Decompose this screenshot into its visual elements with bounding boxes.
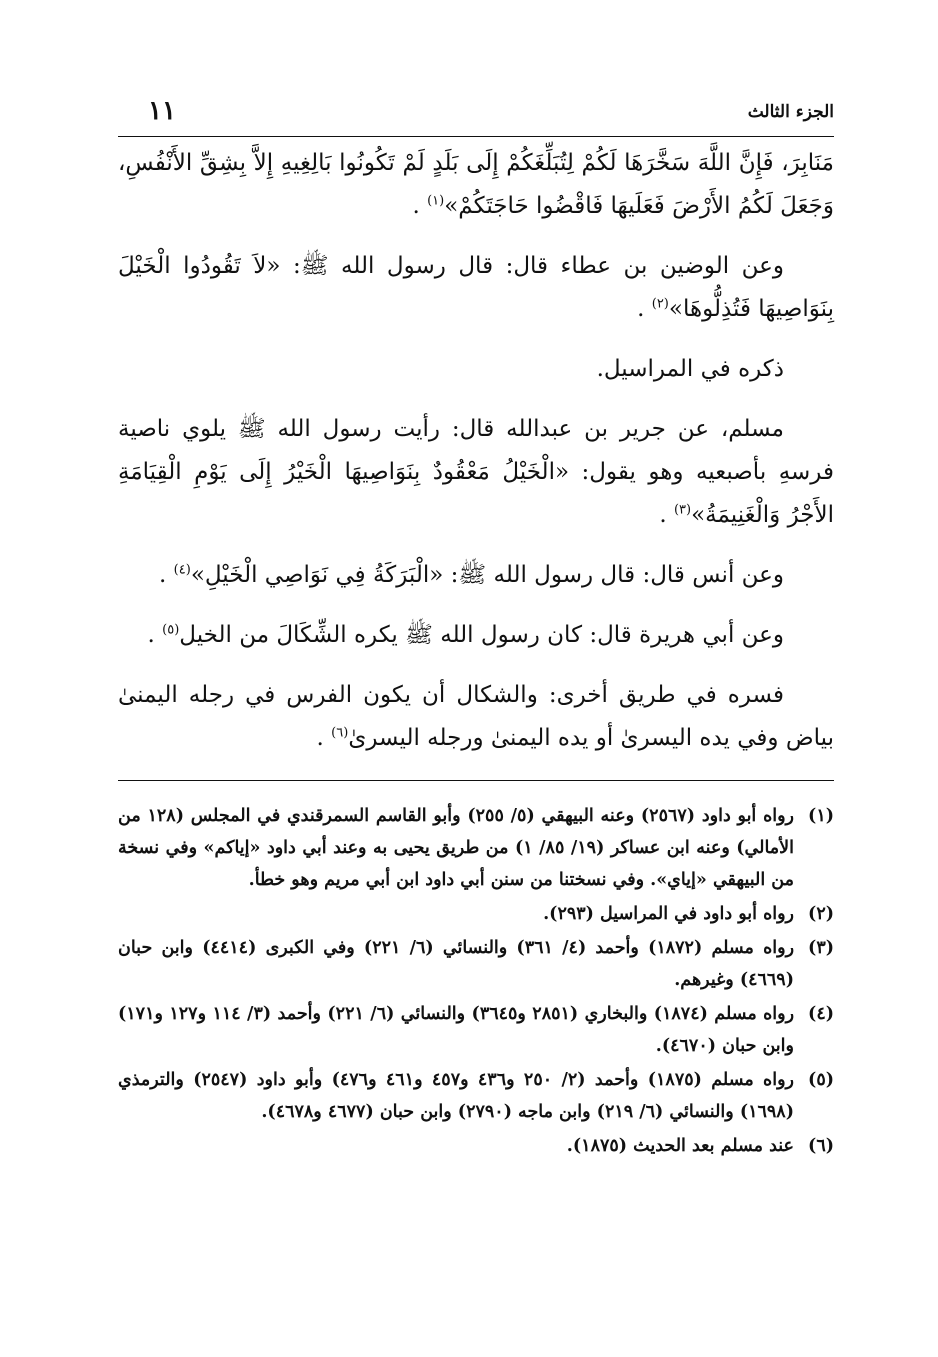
- footnote-number: (٤): [808, 1004, 834, 1024]
- footnote-5: [118, 1064, 834, 1128]
- footnote-number: (٣): [808, 938, 834, 958]
- page-number: ١١: [148, 96, 176, 126]
- paragraph-text: ذكره في المراسيل.: [596, 356, 784, 382]
- footnote-number: (٦): [808, 1136, 834, 1156]
- footnote-ref: (٤): [173, 562, 191, 578]
- footnote-ref: (٦): [331, 725, 349, 741]
- paragraph-2: [118, 245, 834, 331]
- page-header: [118, 96, 834, 137]
- footnote-4: [118, 998, 834, 1062]
- paragraph-end: .: [412, 193, 428, 219]
- footnote-ref: (١): [427, 193, 445, 209]
- footnote-text: رواه مسلم (١٨٧٥) وأحمد (٢/ ٢٥٠ و٤٣٦ و٤٥٧ و٤٦١ و٤٧٦) وأبو داود (٢٥٤٧) والترمذي (١٦٩٨) والنسائي (٦/ ٢١٩) وابن ماجه (٢٧٩٠) وابن حبان (٤٦٧٧ و٤٦٧٨).: [118, 1070, 794, 1122]
- footnote-3: [118, 932, 834, 996]
- footnote-ref: (٢): [651, 296, 669, 312]
- paragraph-end: .: [637, 296, 652, 322]
- footnote-ref: (٥): [162, 622, 180, 638]
- footnote-text: رواه مسلم (١٨٧٢) وأحمد (٤/ ٣٦١) والنسائي (٦/ ٢٢١) وفي الكبرى (٤٤١٤) وابن حبان (٤٦٦٩) وغيرهم.: [118, 938, 795, 990]
- paragraph-4: [118, 408, 834, 537]
- paragraph-end: .: [316, 725, 332, 751]
- footnote-text: رواه أبو داود في المراسيل (٢٩٣).: [543, 904, 794, 924]
- footnote-6: [118, 1130, 834, 1162]
- main-text: [118, 142, 834, 777]
- running-head: الجزء الثالث: [747, 102, 834, 122]
- paragraph-end: .: [159, 562, 174, 588]
- footnote-text: رواه مسلم (١٨٧٤) والبخاري (٢٨٥١ و٣٦٤٥) والنسائي (٦/ ٢٢١) وأحمد (٣/ ١١٤ و١٢٧ و١٧١) وابن حبان (٤٦٧٠).: [118, 1004, 795, 1056]
- paragraph-text: وعن أبي هريرة قال: كان رسول الله ﷺ يكره الشِّكَالَ من الخيل: [179, 622, 784, 648]
- paragraph-5: [118, 554, 834, 597]
- footnote-ref: (٣): [673, 502, 692, 518]
- paragraph-text: مسلم، عن جرير بن عبدالله قال: رأيت رسول الله ﷺ يلوي ناصية فرسهِ بأصبعيه وهو يقول: «الْخَيْلُ مَعْقُودٌ بِنَوَاصِيهَا الْخَيْرُ إِلَى يَوْمِ الْقِيَامَةِ الأَجْرُ وَالْغَنِيمَةُ»: [118, 416, 834, 528]
- footnote-1: [118, 800, 834, 896]
- paragraph-end: .: [659, 502, 674, 528]
- paragraph-text: فسره في طريق أخرى: والشكال أن يكون الفرس في رجله اليمنىٰ بياض وفي يده اليسرىٰ أو يده اليمنىٰ ورجله اليسرىٰ: [118, 682, 834, 751]
- paragraph-text: وعن الوضين بن عطاء قال: قال رسول الله ﷺ: «لاَ تَقُودُوا الْخَيْلَ بِنَوَاصِيهَا فَتُذِلُّوهَا»: [118, 253, 834, 322]
- footnote-number: (٥): [808, 1070, 834, 1090]
- paragraph-text: وعن أنس قال: قال رسول الله ﷺ: «الْبَرَكَةُ فِي نَوَاصِي الْخَيْلِ»: [190, 562, 784, 588]
- footnote-separator: [118, 780, 834, 781]
- footnote-text: رواه أبو داود (٢٥٦٧) وعنه البيهقي (٥/ ٢٥٥) وأبو القاسم السمرقندي في المجلس (١٢٨ من الأمالي) وعنه ابن عساكر (١٩/ ٨٥/ ١) من طريق يحيى به وعند أبي داود «إياكم» وفي نسخة من البيهقي «إياي». وفي نسختنا من سنن أبي داود ابن أبي مريم وهو خطأ.: [118, 806, 795, 890]
- paragraph-7: [118, 674, 834, 760]
- footnote-number: (٢): [808, 904, 834, 924]
- footnote-number: (١): [808, 806, 834, 826]
- paragraph-text: مَنَابِرَ، فَإِنَّ اللَّهَ سَخَّرَهَا لَكُمْ لِتُبَلِّغَكُمْ إِلَى بَلَدٍ لَمْ تَكُونُوا بَالِغِيهِ إِلاَّ بِشِقِّ الأَنْفُسِ، وَجَعَلَ لَكُمُ الأَرْضَ فَعَلَيهَا فَاقْضُوا حَاجَتَكُمْ»: [118, 150, 834, 219]
- paragraph-3: [118, 348, 834, 391]
- footnotes: [118, 800, 834, 1164]
- paragraph-1: [118, 142, 834, 228]
- paragraph-end: .: [147, 622, 163, 648]
- paragraph-6: [118, 614, 834, 657]
- footnote-text: عند مسلم بعد الحديث (١٨٧٥).: [566, 1136, 794, 1156]
- footnote-2: [118, 898, 834, 930]
